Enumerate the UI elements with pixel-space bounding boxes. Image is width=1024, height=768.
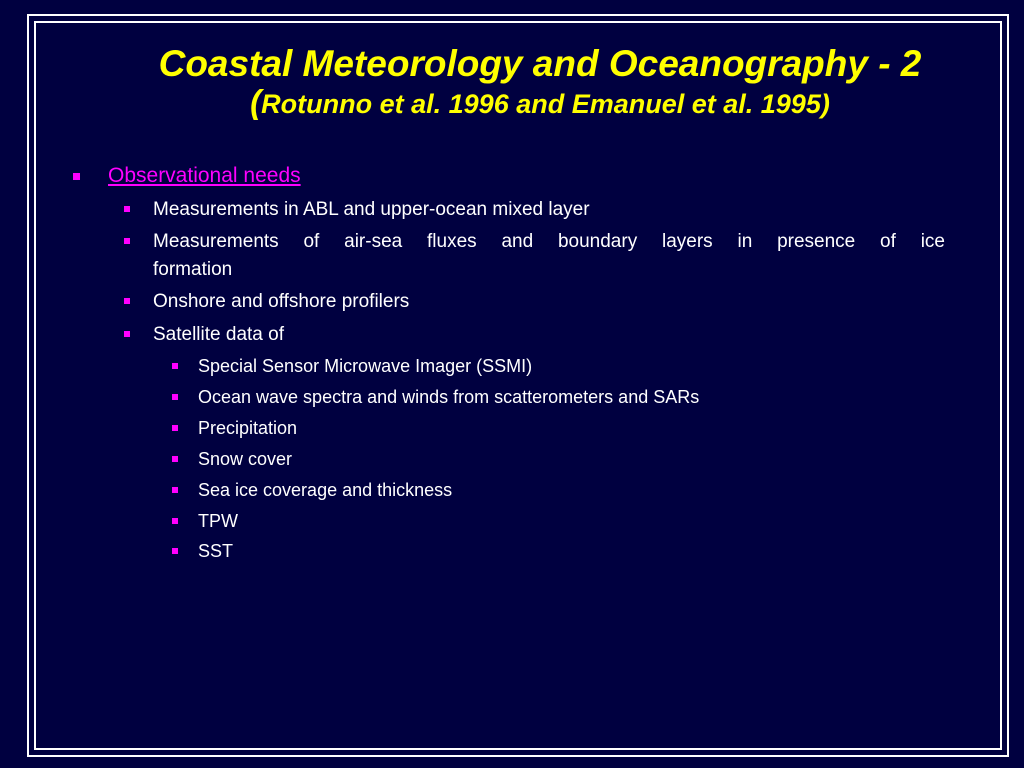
bullet-square-icon — [73, 173, 80, 180]
bullet-square-icon — [172, 548, 178, 554]
subtitle-text: Rotunno et al. 1996 and Emanuel et al. 1995) — [261, 89, 830, 119]
bullet-square-icon — [124, 298, 130, 304]
bullet-square-icon — [172, 487, 178, 493]
list-item: Measurements in ABL and upper-ocean mixed layer — [153, 199, 590, 220]
list-item: SST — [198, 541, 234, 561]
bullet-square-icon — [124, 331, 130, 337]
bullet-square-icon — [172, 425, 178, 431]
slide-title: Coastal Meteorology and Oceanography - 2 — [158, 43, 922, 84]
list-item: Onshore and offshore profilers — [153, 291, 410, 312]
bullet-square-icon — [124, 238, 130, 244]
bullet-square-icon — [172, 394, 178, 400]
list-item: Ocean wave spectra and winds from scatterometers and SARs — [198, 387, 700, 407]
observational-needs-link[interactable]: Observational needs — [108, 164, 301, 187]
list-item: Snow cover — [198, 449, 293, 469]
bullet-square-icon — [124, 206, 130, 212]
list-item: Precipitation — [198, 418, 298, 438]
bullet-square-icon — [172, 456, 178, 462]
bullet-square-icon — [172, 518, 178, 524]
bullet-square-icon — [172, 363, 178, 369]
subtitle-open-paren: ( — [250, 83, 262, 120]
list-item: TPW — [198, 511, 238, 531]
list-item-continuation: formation — [153, 259, 233, 280]
list-item: Measurements of air-sea fluxes and boundary layers in presence of ice — [153, 231, 945, 252]
list-item: Special Sensor Microwave Imager (SSMI) — [198, 356, 533, 376]
list-item: Sea ice coverage and thickness — [198, 480, 453, 500]
list-item: Satellite data of — [153, 324, 284, 345]
